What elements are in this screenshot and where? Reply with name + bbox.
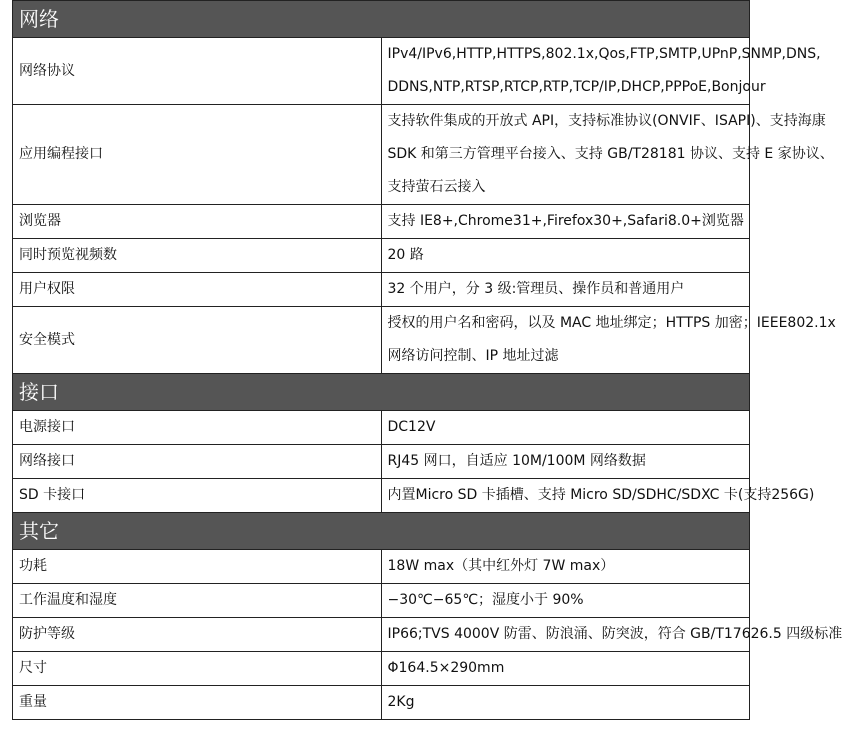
- spec-value: [381, 38, 821, 105]
- section-header: [13, 1, 750, 38]
- section-title: 其它: [13, 513, 750, 550]
- section-title: 网络: [13, 1, 750, 38]
- spec-label: 同时预览视频数: [13, 239, 382, 273]
- spec-label: 安全模式: [13, 307, 382, 374]
- spec-value: [381, 411, 750, 445]
- spec-table: [12, 0, 842, 720]
- section-title: 接口: [13, 374, 750, 411]
- spec-value: [381, 584, 750, 618]
- spec-value: [381, 550, 750, 584]
- spec-row: [13, 307, 750, 374]
- spec-sheet: [12, 0, 842, 720]
- spec-row: [13, 273, 750, 307]
- spec-value-line: 支持萤石云接入: [387, 179, 486, 195]
- spec-row: [13, 618, 750, 652]
- spec-value-line: 网络访问控制、IP 地址过滤: [387, 348, 559, 364]
- spec-value-line: 18W max（其中红外灯 7W max）: [387, 558, 615, 574]
- spec-value: [381, 239, 750, 273]
- spec-label: 应用编程接口: [13, 105, 382, 205]
- spec-label: 尺寸: [13, 652, 382, 686]
- spec-value: [381, 307, 836, 374]
- spec-label: 浏览器: [13, 205, 382, 239]
- spec-row: [13, 445, 750, 479]
- spec-label: SD 卡接口: [13, 479, 382, 513]
- section-header: [13, 374, 750, 411]
- spec-row: [13, 239, 750, 273]
- spec-row: [13, 550, 750, 584]
- spec-value-line: Φ164.5×290mm: [387, 660, 505, 676]
- spec-value: [381, 652, 750, 686]
- spec-value: [381, 686, 750, 720]
- spec-table-body: [13, 1, 842, 720]
- spec-value-line: 支持软件集成的开放式 API，支持标准协议(ONVIF、ISAPI)、支持海康: [387, 113, 826, 129]
- spec-value-line: RJ45 网口，自适应 10M/100M 网络数据: [387, 453, 646, 469]
- spec-value-line: 支持 IE8+,Chrome31+,Firefox30+,Safari8.0+浏览器: [387, 213, 744, 229]
- spec-value-line: −30℃−65℃；湿度小于 90%: [387, 592, 584, 608]
- spec-value-line: DC12V: [387, 419, 436, 435]
- spec-label: 用户权限: [13, 273, 382, 307]
- spec-value: [381, 105, 834, 205]
- spec-label: 重量: [13, 686, 382, 720]
- spec-label: 电源接口: [13, 411, 382, 445]
- spec-value-line: 内置Micro SD 卡插槽、支持 Micro SD/SDHC/SDXC 卡(支持256G): [387, 487, 815, 503]
- spec-value-line: 32 个用户，分 3 级:管理员、操作员和普通用户: [387, 281, 685, 297]
- spec-row: [13, 584, 750, 618]
- spec-value-line: 2Kg: [387, 694, 415, 710]
- spec-value-line: SDK 和第三方管理平台接入、支持 GB/T28181 协议、支持 E 家协议、: [387, 146, 834, 162]
- spec-label: 防护等级: [13, 618, 382, 652]
- spec-row: [13, 411, 750, 445]
- spec-row: [13, 686, 750, 720]
- spec-value: [381, 618, 842, 652]
- spec-label: 网络协议: [13, 38, 382, 105]
- spec-value-line: 授权的用户名和密码，以及 MAC 地址绑定；HTTPS 加密；IEEE802.1x: [387, 315, 836, 331]
- spec-label: 网络接口: [13, 445, 382, 479]
- spec-value: [381, 273, 750, 307]
- spec-value: [381, 479, 815, 513]
- spec-row: [13, 205, 750, 239]
- spec-value: [381, 205, 750, 239]
- spec-value: [381, 445, 750, 479]
- spec-label: 工作温度和湿度: [13, 584, 382, 618]
- spec-label: 功耗: [13, 550, 382, 584]
- spec-row: [13, 652, 750, 686]
- spec-value-line: DDNS,NTP,RTSP,RTCP,RTP,TCP/IP,DHCP,PPPoE,Bonjour: [387, 79, 766, 95]
- spec-value-line: IP66;TVS 4000V 防雷、防浪涌、防突波，符合 GB/T17626.5 四级标准: [387, 626, 842, 642]
- spec-value-line: IPv4/IPv6,HTTP,HTTPS,802.1x,Qos,FTP,SMTP,UPnP,SNMP,DNS,: [387, 46, 821, 62]
- spec-row: [13, 479, 750, 513]
- spec-row: [13, 38, 750, 105]
- section-header: [13, 513, 750, 550]
- spec-row: [13, 105, 750, 205]
- spec-value-line: 20 路: [387, 247, 424, 263]
